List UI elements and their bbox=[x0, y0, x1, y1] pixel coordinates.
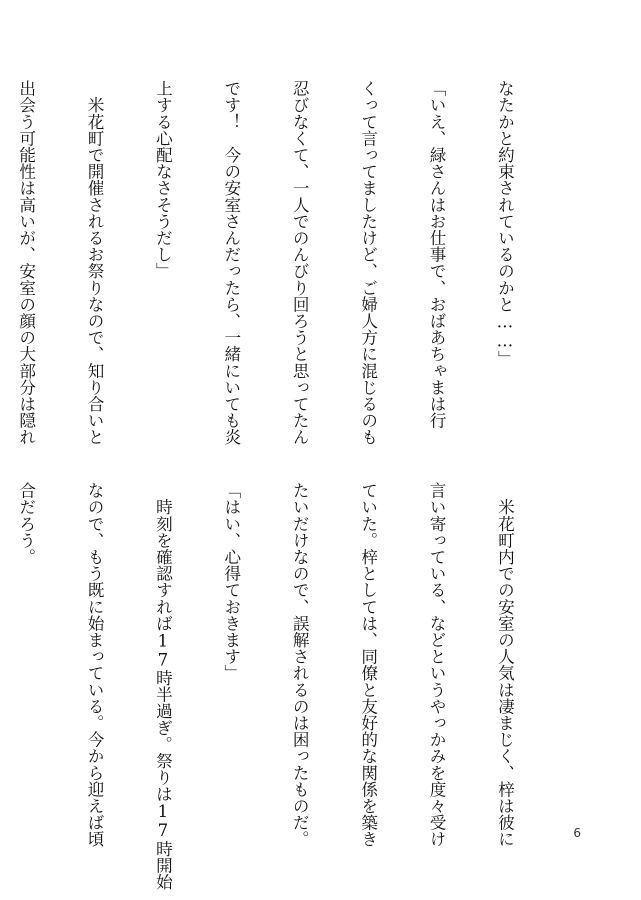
upper-text-block bbox=[0, 80, 561, 446]
lower-text-block bbox=[0, 482, 561, 890]
text-line: です！ 今の安室さんだったら、一緒にいても炎 bbox=[221, 80, 241, 446]
text-line: 忍びなくて、一人でのんびり回ろうと思ってたん bbox=[290, 80, 310, 446]
text-line: 「いえ、緑さんはお仕事で、おばあちゃまは行 bbox=[427, 80, 447, 429]
text-line: 言い寄っている、などというやっかみを度々受け bbox=[427, 482, 447, 848]
text-line: たいだけなので、誤解されるのは困ったものだ。 bbox=[290, 482, 310, 848]
text-line: 米花町で開催されるお祭りなので、知り合いと bbox=[85, 80, 105, 446]
text-line: くって言ってましたけど、ご婦人方に混じるのも bbox=[358, 80, 378, 446]
text-line: 米花町内での安室の人気は凄まじく、梓は彼に bbox=[495, 482, 515, 848]
text-line: 「はい、心得ておきます」 bbox=[221, 482, 241, 682]
text-line: 上する心配なさそうだし」 bbox=[153, 80, 173, 280]
text-line: ていた。梓としては、同僚と友好的な関係を築き bbox=[358, 482, 378, 848]
text-line: なので、もう既に始まっている。今から迎えば頃 bbox=[85, 482, 105, 848]
text-line: 時刻を確認すれば17時半過ぎ。祭りは17時開始 bbox=[153, 482, 173, 890]
text-line: 合だろう。 bbox=[16, 482, 36, 565]
text-line: 出会う可能性は高いが、安室の顔の大部分は隠れ bbox=[16, 80, 36, 446]
page-number: 6 bbox=[573, 826, 581, 840]
text-line: なたかと約束されているのかと……」 bbox=[495, 80, 515, 367]
